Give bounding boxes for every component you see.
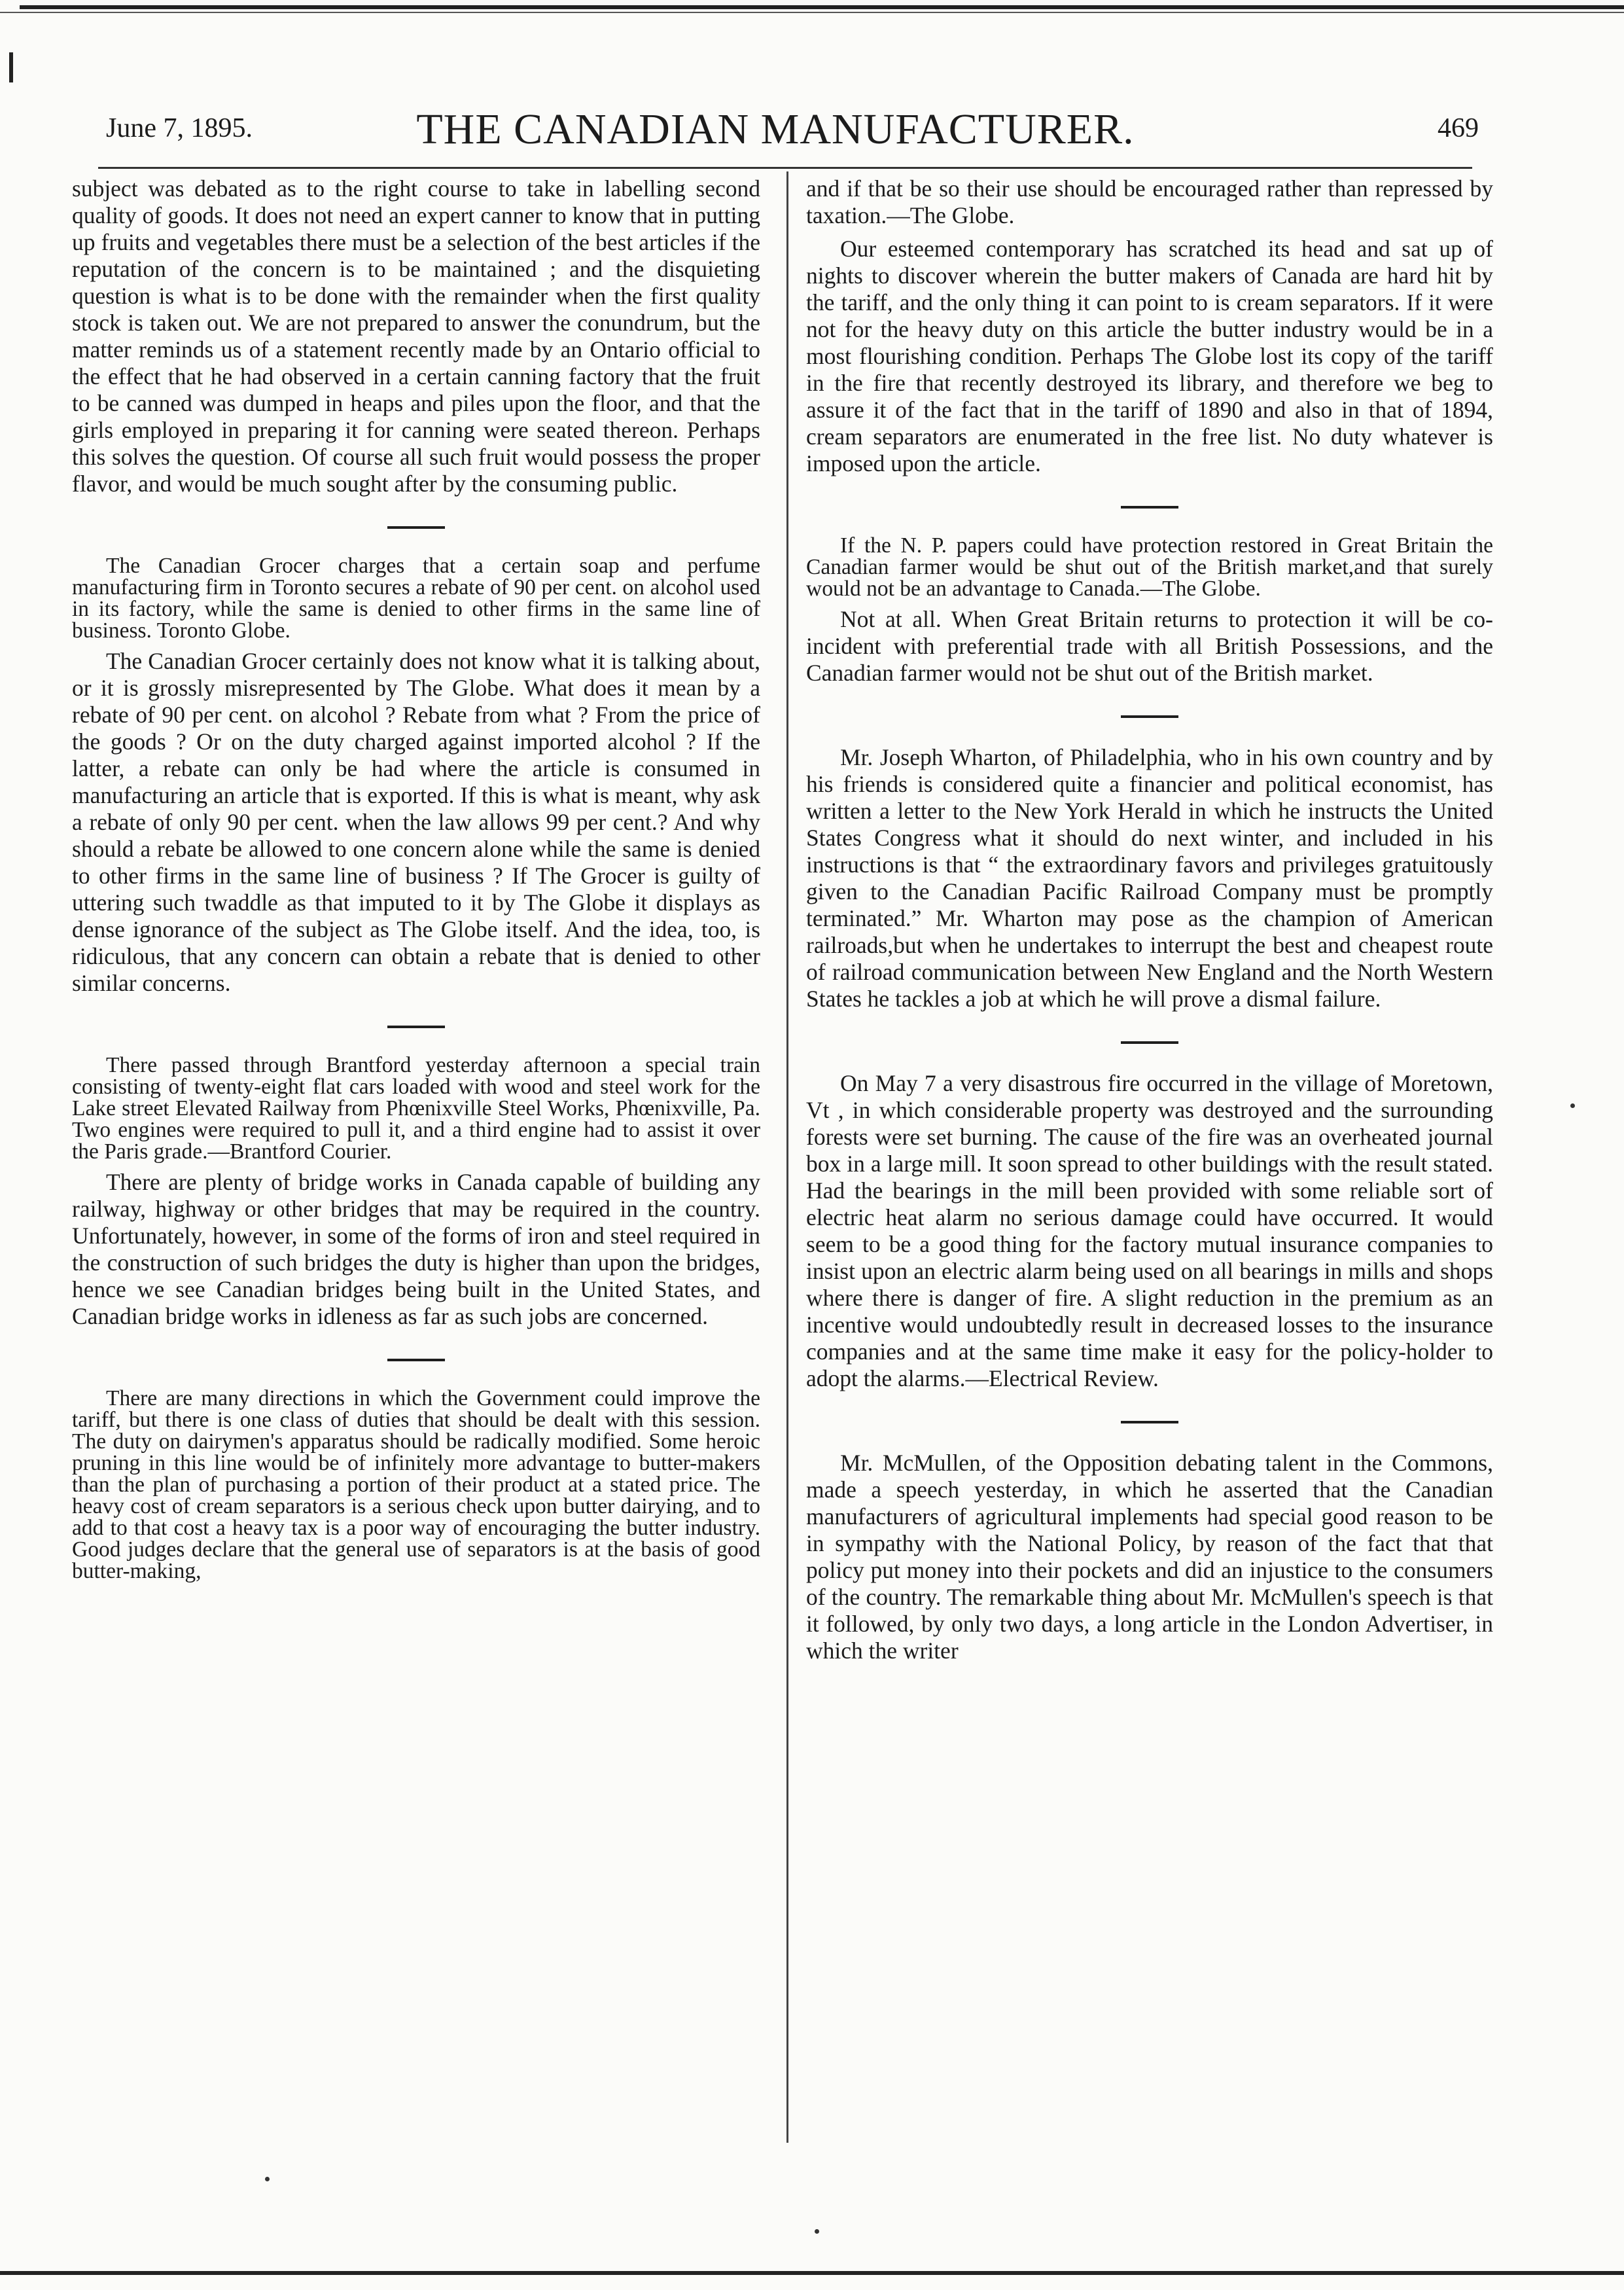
paragraph: subject was debated as to the right course to take in labelling second quality of goods. It does not need an expert canner to know that in putting up fruits and vegetables there must be a selection of the best articles if the reputation of the concern is to be maintained ; and the disquieting question is what is to be done with the remainder when the first quality stock is taken out. We are not prepared to answer the conundrum, but the matter reminds us of a statement recently made by an Ontario official to the effect that he had observed in a certain canning factory that the fruit to be canned was dumped in heaps and piles upon the floor, and that the girls employed in preparing it for canning were seated thereon. Perhaps this solves the question. Of course all such fruit would possess the proper flavor, and would be much sought after by the consuming public. [72,175,760,497]
paragraph: Not at all. When Great Britain returns to protection it will be co-incident with preferential trade with all British Possessions, and the Canadian farmer would not be shut out of the British market. [806,606,1493,686]
quoted-paragraph: There passed through Brantford yesterday afternoon a special train consisting of twenty-eight flat cars loaded with wood and steel work for the Lake street Elevated Railway from Phœnixville Steel Works, Phœnixville, Pa. Two engines were required to pull it, and a third engine had to assist it over the Paris grade.—Brantford Courier. [72,1053,760,1164]
column-divider [786,171,788,2143]
publication-title: THE CANADIAN MANUFACTURER. [416,105,1135,153]
section-break [1121,1041,1178,1044]
right-column [806,175,1493,1664]
quoted-paragraph: The Canadian Grocer charges that a certain soap and perfume manufacturing firm in Toronto secures a rebate of 90 per cent. on alcohol used in its factory, while the same is denied to other firms in the same line of business. Toronto Globe. [72,554,760,643]
paragraph: and if that be so their use should be encouraged rather than repressed by taxation.—The Globe. [806,175,1493,228]
ink-speck [815,2229,819,2234]
paragraph: On May 7 a very disastrous fire occurred in the village of Moretown, Vt , in which considerable property was destroyed and the surrounding forests were set burning. The cause of the fire was an overheated journal box in a large mill. It soon spread to other buildings with the result stated. Had the bearings in the mill been provided with some reliable sort of electric heat alarm no serious damage could have occurred. It would seem to be a good thing for the factory mutual insurance companies to insist upon an electric alarm being used on all bearings in mills and shops where there is danger of fire. A slight reduction in the premium as an incentive would undoubtedly result in decreased losses to the insurance companies and at the same time make it easy for the policy-holder to adopt the alarms.—Electrical Review. [806,1070,1493,1391]
issue-date: June 7, 1895. [106,113,253,143]
paragraph: Mr. McMullen, of the Opposition debating talent in the Commons, made a speech yesterday, in which he asserted that the Canadian manufacturers of agricultural implements had special good reason to be in sympathy with the National Policy, by reason of the fact that that policy put money into their pockets and did an injustice to the consumers of the country. The remarkable thing about Mr. McMullen's speech is that it followed, by only two days, a long article in the London Advertiser, in which the writer [806,1450,1493,1664]
section-break [387,1026,445,1028]
section-break [1121,506,1178,509]
masthead [65,98,1485,170]
quoted-paragraph: If the N. P. papers could have protection restored in Great Britain the Canadian farmer would be shut out of the British market,and that surely would not be an advantage to Canada.—The Globe. [806,533,1493,601]
margin-mark [9,52,13,82]
top-border-rule [20,5,1624,9]
header-rule [98,167,1472,169]
top-border-thin-rule [0,12,1624,13]
section-break [387,1359,445,1361]
section-break [1121,715,1178,718]
bottom-border-rule [0,2271,1624,2275]
section-break [1121,1421,1178,1423]
ink-speck [1570,1103,1575,1108]
left-column [72,175,760,1582]
paragraph: Mr. Joseph Wharton, of Philadelphia, who in his own country and by his friends is considered quite a financier and political economist, has written a letter to the New York Herald in which he instructs the United States Congress what it should do next winter, and included in his instructions is that “ the extraordinary favors and privileges gratuitously given to the Canadian Pacific Railroad Company must be promptly terminated.” Mr. Wharton may pose as the champion of American railroads,but when he undertakes to interrupt the best and cheapest route of railroad communication between New England and the North Western States he tackles a job at which he will prove a dismal failure. [806,744,1493,1012]
paragraph: There are plenty of bridge works in Canada capable of building any railway, highway or other bridges that may be required in the country. Unfortunately, however, in some of the forms of iron and steel required in the construction of such bridges the duty is higher than upon the bridges, hence we see Canadian bridges being built in the United States, and Canadian bridge works in idleness as far as such jobs are concerned. [72,1169,760,1329]
section-break [387,526,445,529]
quoted-paragraph: There are many directions in which the Government could improve the tariff, but there is one class of duties that should be dealt with this session. The duty on dairymen's apparatus should be radically modified. Some heroic pruning in this line would be of infinitely more advantage to butter-makers than the plan of purchasing a portion of their product at a stated price. The heavy cost of cream separators is a serious check upon butter dairying, and to add to that cost a heavy tax is a poor way of encouraging the butter industry. Good judges declare that the general use of separators is at the basis of good butter-making, [72,1386,760,1583]
ink-speck [265,2177,270,2181]
paragraph: Our esteemed contemporary has scratched its head and sat up of nights to discover wherein the butter makers of Canada are hard hit by the tariff, and the only thing it can point to is cream separators. If it were not for the heavy duty on this article the butter industry would be in a most flourishing condition. Perhaps The Globe lost its copy of the tariff in the fire that recently destroyed its library, and therefore we beg to assure it of the fact that in the tariff of 1890 and also in that of 1894, cream separators are enumerated in the free list. No duty whatever is imposed upon the article. [806,236,1493,476]
paragraph: The Canadian Grocer certainly does not know what it is talking about, or it is grossly misrepresented by The Globe. What does it mean by a rebate of 90 per cent. on alcohol ? Rebate from what ? From the price of the goods ? Or on the duty charged against imported alcohol ? If the latter, a rebate can only be had where the article is consumed in manufacturing an article that is exported. If this is what is meant, why ask a rebate of only 90 per cent. when the law allows 99 per cent.? And why should a rebate be allowed to one concern alone while the same is denied to other firms in the same line of business ? If The Grocer is guilty of uttering such twaddle as that imputed to it by The Globe it displays as dense ignorance of the subject as The Globe itself. And the idea, too, is ridiculous, that any concern can obtain a rebate that is denied to other similar concerns. [72,648,760,996]
page-number: 469 [1438,113,1479,143]
